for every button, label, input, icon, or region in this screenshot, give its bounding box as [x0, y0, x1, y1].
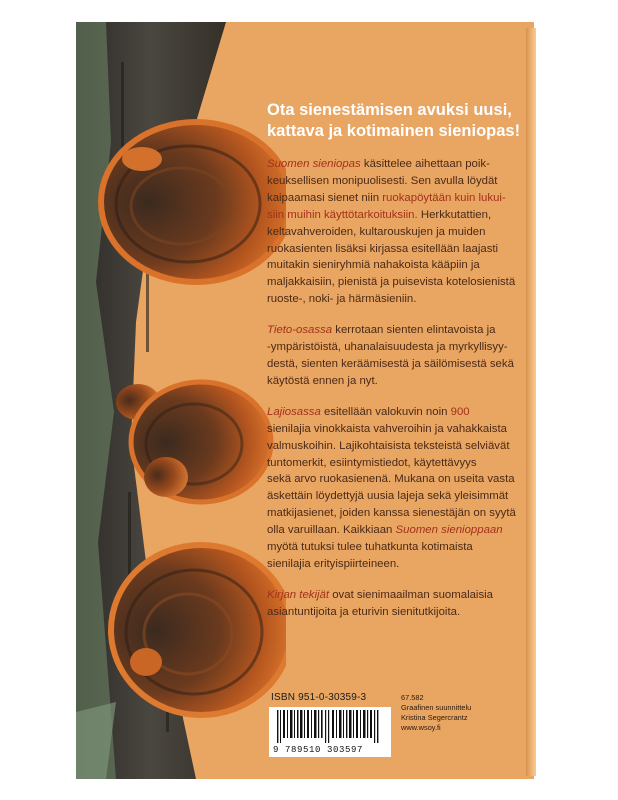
text: valmuskoihin. Lajikohtaisista teksteistä selviävät — [267, 439, 510, 452]
publisher-credits — [401, 693, 471, 733]
text: muitakin sieniryhmiä nahakoista kääpiin ja — [267, 259, 480, 272]
text: sienilajia erityispiirteineen. — [267, 557, 400, 570]
isbn: ISBN 951-0-30359-3 — [271, 692, 367, 703]
text: ruoste-, noki- ja härmäsieniin. — [267, 293, 417, 306]
section-title: Lajiosassa — [267, 405, 321, 418]
book-title: Suomen sienioppaan — [395, 524, 503, 537]
text: -ympäristöistä, uhanalaisuudesta ja myrkyllisyy- — [267, 341, 508, 354]
highlight: ruokapöytään kuin lukui- — [382, 191, 506, 204]
text: keltavahveroiden, kultarouskujen ja muiden — [267, 225, 486, 238]
design-credit-label: Graafinen suunnittelu — [401, 703, 472, 712]
section-title: Kirjan tekijät — [267, 588, 330, 601]
text: Herkkutattien, — [417, 208, 492, 221]
barcode-area — [269, 691, 524, 763]
text: sekä arvo ruokasienenä. Mukana on useita vasta — [267, 473, 515, 486]
barcode-digits: 9 789510 303597 — [273, 745, 364, 755]
publisher-site: www.wsoy.fi — [401, 723, 441, 732]
text: maljakkaisiin, pienistä ja puisevista kotelosienistä — [267, 276, 516, 289]
text: myötä tutuksi tulee tuhatkunta kotimaista — [267, 541, 473, 554]
text: kaipaamasi sienet niin — [267, 191, 383, 204]
headline — [267, 100, 525, 142]
headline-line-1: Ota sienestämisen avuksi uusi, — [267, 101, 512, 119]
text: destä, sienten keräämisestä ja säilömisestä sekä — [267, 357, 514, 370]
barcode — [269, 707, 391, 757]
text: ovat sienimaailman suomalaisia — [329, 588, 494, 601]
authors-paragraph — [267, 587, 525, 621]
highlight: siin muihin käyttötarkoituksiin. — [267, 208, 418, 221]
bracket-fungus-photo — [76, 22, 286, 779]
species-count: 900 — [450, 405, 470, 418]
text: esitellään valokuvin noin — [320, 405, 451, 418]
text: käsittelee aihettaan poik- — [360, 158, 490, 170]
headline-line-2: kattava ja kotimainen sieniopas! — [267, 122, 521, 140]
text: olla varuillaan. Kaikkiaan — [267, 524, 396, 537]
text: matkijasienet, joiden kanssa sienestäjän on syytä — [267, 507, 516, 520]
intro-paragraph — [267, 156, 525, 308]
barcode-bars — [269, 707, 391, 743]
product-code: 67.582 — [401, 693, 424, 702]
text: sienilajia vinokkaista vahveroihin ja vahakkaista — [267, 422, 507, 435]
designer-name: Kristina Segercrantz — [401, 713, 468, 722]
text: äskettäin löydettyjä uusia lajeja sekä yleisimmät — [267, 490, 509, 503]
text: kerrotaan sienten elintavoista ja — [332, 324, 496, 337]
section-title: Tieto-osassa — [267, 324, 333, 337]
book-title: Suomen sieniopas — [267, 158, 361, 170]
text: keuksellisen monipuolisesti. Sen avulla löydät — [267, 174, 498, 187]
text: tuntomerkit, esiintymistiedot, käytettävyys — [267, 456, 477, 469]
cover-edge — [526, 28, 536, 776]
info-section-paragraph — [267, 322, 525, 390]
text: asiantuntijoita ja eturivin sienitutkijoita. — [267, 605, 461, 618]
text: ruokasienten lisäksi kirjassa esitellään laajasti — [267, 242, 499, 255]
text: käytöstä ennen ja nyt. — [267, 374, 378, 387]
species-section-paragraph — [267, 404, 525, 573]
book-back-cover — [76, 22, 534, 779]
blurb — [267, 100, 525, 635]
